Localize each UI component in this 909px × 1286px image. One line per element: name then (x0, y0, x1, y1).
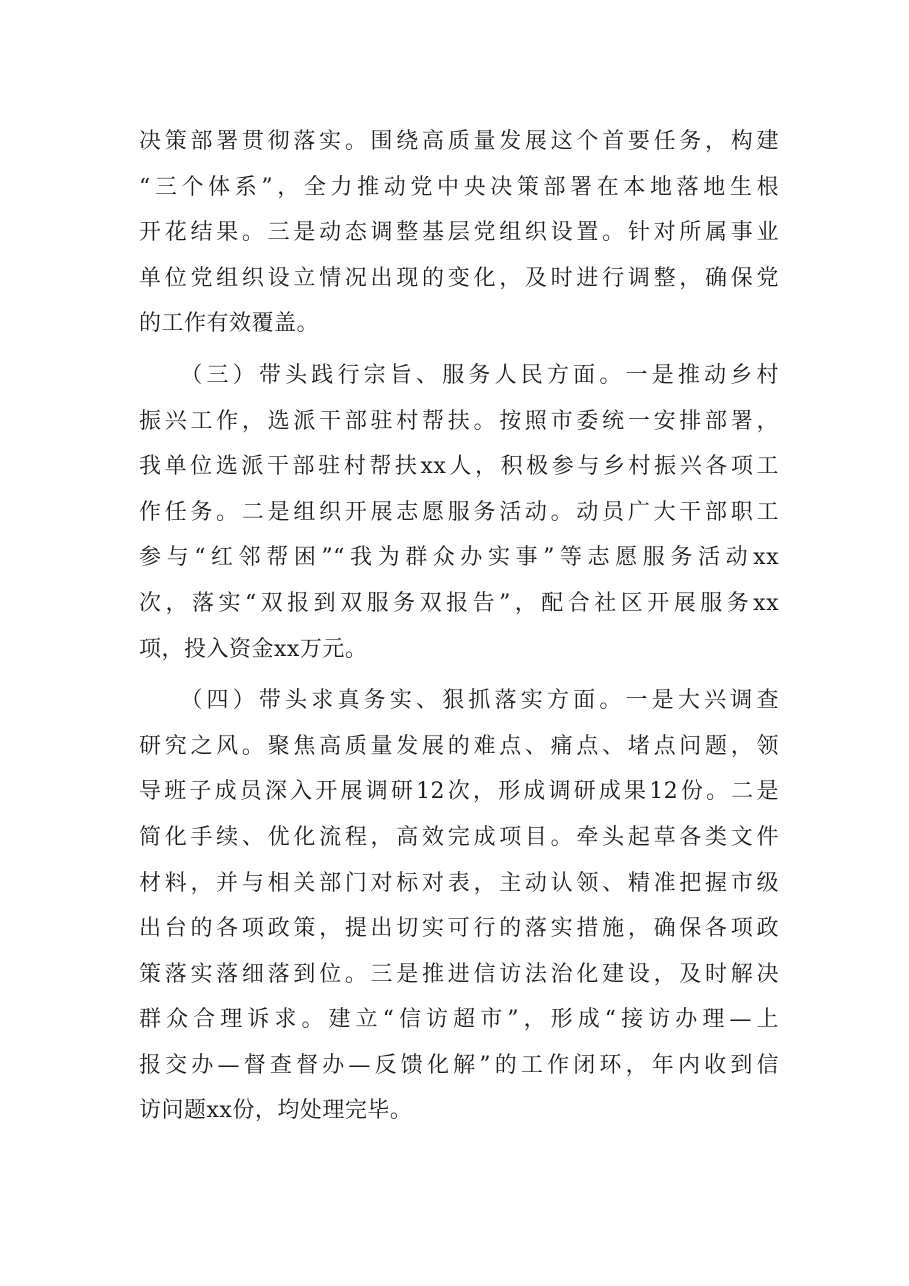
text-line: 振兴工作，选派干部驻村帮扶。按照市委统一安排部署， (139, 408, 779, 434)
text-line: 简化手续、优化流程，高效完成项目。牵头起草各类文件 (139, 824, 779, 850)
text-line: 单位党组织设立情况出现的变化，及时进行调整，确保党 (139, 265, 779, 291)
text-line: 群众合理诉求。建立“信访超市”，形成“接访办理—上 (139, 1007, 779, 1033)
text-line: 开花结果。三是动态调整基层党组织设置。针对所属事业 (139, 220, 779, 246)
paragraph-1 (139, 119, 779, 347)
text-line: 报交办—督查督办—反馈化解”的工作闭环，年内收到信 (139, 1052, 779, 1078)
text-line: 的工作有效覆盖。 (139, 311, 320, 337)
text-line: （四）带头求真务实、狠抓落实方面。一是大兴调查 (139, 688, 779, 714)
document-body (139, 119, 779, 1134)
text-line: 参与“红邻帮困”“我为群众办实事”等志愿服务活动xx (139, 545, 779, 571)
text-line: 作任务。二是组织开展志愿服务活动。动员广大干部职工 (139, 499, 779, 525)
text-line: 决策部署贯彻落实。围绕高质量发展这个首要任务，构建 (139, 129, 779, 154)
text-line: 访问题xx份，均处理完毕。 (139, 1098, 413, 1124)
text-line: 导班子成员深入开展调研12次，形成调研成果12份。二是 (139, 779, 779, 805)
paragraph-2 (139, 353, 779, 672)
text-line: 次，落实“双报到双服务双报告”，配合社区开展服务xx (139, 590, 779, 616)
text-line: 材料，并与相关部门对标对表，主动认领、精准把握市级 (139, 870, 779, 896)
text-line: 研究之风。聚焦高质量发展的难点、痛点、堵点问题，领 (139, 733, 779, 759)
text-line: 我单位选派干部驻村帮扶xx人，积极参与乡村振兴各项工 (139, 454, 779, 480)
text-line: 策落实落细落到位。三是推进信访法治化建设，及时解决 (139, 961, 779, 987)
text-line: （三）带头践行宗旨、服务人民方面。一是推动乡村 (139, 362, 779, 388)
text-line: “三个体系”，全力推动党中央决策部署在本地落地生根 (139, 174, 779, 200)
paragraph-3 (139, 678, 779, 1134)
text-line: 出台的各项政策，提出切实可行的落实措施，确保各项政 (139, 916, 779, 942)
text-line: 项，投入资金xx万元。 (139, 636, 368, 662)
